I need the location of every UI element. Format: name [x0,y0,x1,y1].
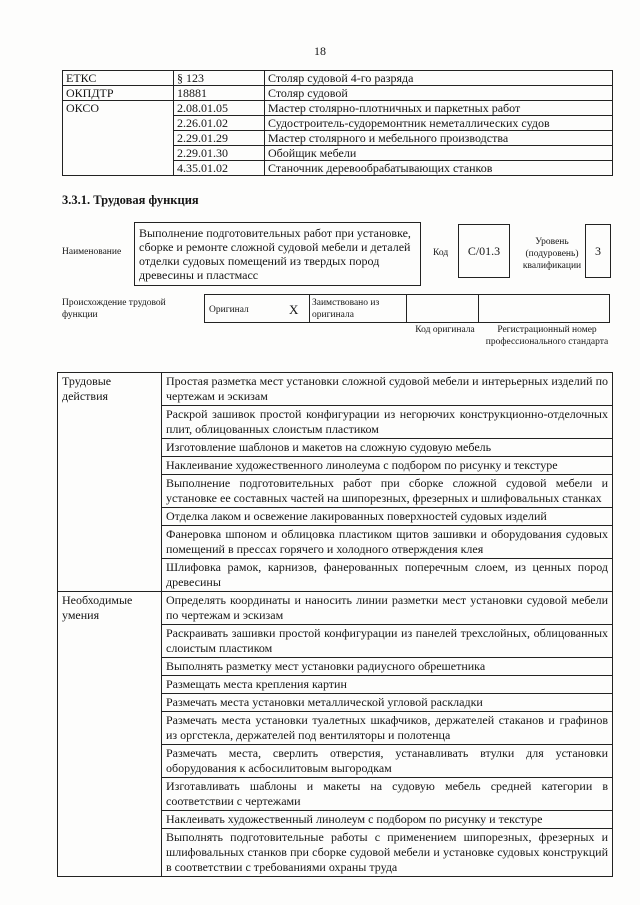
codes-table [62,70,613,176]
codes-code-cell: 2.29.01.30 [174,146,265,161]
requirement-text: Раскраивать зашивки простой конфигурации из панелей трехслойных, облицованных слоистым пластиком [162,625,613,658]
group-label-cell [58,694,162,712]
requirement-row [58,508,613,526]
group-label-cell [58,712,162,745]
function-code-value: C/01.3 [467,243,501,258]
origin-box [204,294,610,323]
origin-label: Происхождение трудовой функции [62,298,166,320]
group-label-cell [58,559,162,592]
level-label: Уровень (подуровень) квалификации [522,237,582,271]
code-label: Код [433,248,449,258]
codes-row [63,146,613,161]
requirement-row [58,592,613,625]
borrowed-label: Заимствовано из оригинала [312,298,380,320]
requirement-text: Определять координаты и наносить линии разметки мест установки судовой мебели по чертежам и эскизам [162,592,613,625]
requirements-table [57,372,613,877]
requirement-text: Размечать места установки металлической угловой раскладки [162,694,613,712]
codes-code-cell: 2.29.01.29 [174,131,265,146]
requirement-row [58,676,613,694]
level-value-box [585,224,611,278]
requirement-text: Фанеровка шпоном и облицовка пластиком щитов зашивки и оборудования судовых помещений в прессах горячего и холодного отверждения клея [162,526,613,559]
original-label: Оригинал [209,305,249,315]
requirement-row [58,694,613,712]
codes-label-cell [63,131,174,146]
reg-number-label: Регистрационный номер профессионального стандарта [485,325,609,347]
requirement-row [58,526,613,559]
codes-name-cell: Обойщик мебели [265,146,613,161]
section-title: 3.3.1. Трудовая функция [62,193,199,207]
requirement-row [58,778,613,811]
group-label-cell [58,457,162,475]
codes-label-cell [63,161,174,176]
group-label-cell [58,658,162,676]
codes-name-cell: Судостроитель-судоремонтник неметаллических судов [265,116,613,131]
codes-name-cell: Столяр судовой [265,86,613,101]
group-label-cell [58,778,162,811]
group-label-cell [58,439,162,457]
requirement-text: Изготовление шаблонов и макетов на сложную судовую мебель [162,439,613,457]
requirement-row [58,475,613,508]
requirement-row [58,559,613,592]
group-label-cell [58,475,162,508]
codes-code-cell: 2.08.01.05 [174,101,265,116]
group-label-cell: Трудовые действия [58,373,162,406]
code-original-label: Код оригинала [415,325,475,335]
requirement-text: Отделка лаком и освежение лакированных поверхностей судовых изделий [162,508,613,526]
original-mark: X [289,302,299,317]
codes-name-cell: Мастер столярно-плотничных и паркетных работ [265,101,613,116]
codes-row [63,86,613,101]
requirement-row [58,745,613,778]
requirement-text: Шлифовка рамок, карнизов, фанерованных поперечным слоем, из ценных пород древесины [162,559,613,592]
requirement-row [58,829,613,877]
requirement-text: Простая разметка мест установки сложной судовой мебели и интерьерных изделий по чертежам и эскизам [162,373,613,406]
codes-row [63,101,613,116]
group-label-cell [58,406,162,439]
page-number: 18 [314,44,326,58]
codes-row [63,116,613,131]
function-name-box [134,222,421,286]
requirement-row [58,811,613,829]
codes-code-cell: 18881 [174,86,265,101]
group-label-cell: Необходимые умения [58,592,162,625]
requirement-row [58,373,613,406]
codes-label-cell: ЕТКС [63,71,174,86]
codes-label-cell: ОКСО [63,101,174,116]
origin-divider-3 [478,294,479,323]
requirement-row [58,439,613,457]
codes-row [63,161,613,176]
codes-label-cell [63,146,174,161]
group-label-cell [58,745,162,778]
function-code-box [458,224,510,278]
codes-label-cell: ОКПДТР [63,86,174,101]
requirement-text: Раскрой зашивок простой конфигурации из негорючих конструкционно-отделочных плит, облицованных слоистым пластиком [162,406,613,439]
requirement-text: Размечать места, сверлить отверстия, устанавливать втулки для установки оборудования к асбосилитовым выгородкам [162,745,613,778]
codes-row [63,71,613,86]
group-label-cell [58,811,162,829]
codes-code-cell: § 123 [174,71,265,86]
codes-name-cell: Мастер столярного и мебельного производства [265,131,613,146]
codes-name-cell: Станочник деревообрабатывающих станков [265,161,613,176]
codes-name-cell: Столяр судовой 4-го разряда [265,71,613,86]
requirement-row [58,625,613,658]
codes-label-cell [63,116,174,131]
requirement-text: Размечать места установки туалетных шкафчиков, держателей стаканов и графинов из оргстекла, держателей под вентиляторы и полотенца [162,712,613,745]
origin-divider-2 [406,294,407,323]
level-value: 3 [595,243,601,258]
group-label-cell [58,508,162,526]
requirement-row [58,658,613,676]
requirement-text: Выполнять разметку мест установки радиусного обрешетника [162,658,613,676]
group-label-cell [58,625,162,658]
group-label-cell [58,829,162,877]
codes-code-cell: 2.26.01.02 [174,116,265,131]
requirement-text: Наклеивание художественного линолеума с подбором по рисунку и текстуре [162,457,613,475]
codes-code-cell: 4.35.01.02 [174,161,265,176]
group-label-cell [58,526,162,559]
name-label: Наименование [62,247,122,257]
codes-row [63,131,613,146]
origin-divider-1 [309,294,310,323]
requirement-text: Наклеивать художественный линолеум с подбором по рисунку и текстуре [162,811,613,829]
group-label-cell [58,676,162,694]
function-name-text: Выполнение подготовительных работ при установке, сборке и ремонте сложной судовой мебели и деталей отделки судовых помещений из твердых пород древесины и пластмасс [139,226,411,282]
requirement-text: Выполнение подготовительных работ при сборке сложной судовой мебели и установке ее составных частей на шипорезных, фрезерных и шлифовальных станках [162,475,613,508]
requirement-text: Выполнять подготовительные работы с применением шипорезных, фрезерных и шлифовальных станков при сборке судовой мебели и установке судовых конструкций в соответствии с требованиями охраны труда [162,829,613,877]
requirement-text: Размещать места крепления картин [162,676,613,694]
requirement-row [58,712,613,745]
requirement-text: Изготавливать шаблоны и макеты на судовую мебель средней категории в соответствии с чертежами [162,778,613,811]
requirement-row [58,457,613,475]
requirement-row [58,406,613,439]
